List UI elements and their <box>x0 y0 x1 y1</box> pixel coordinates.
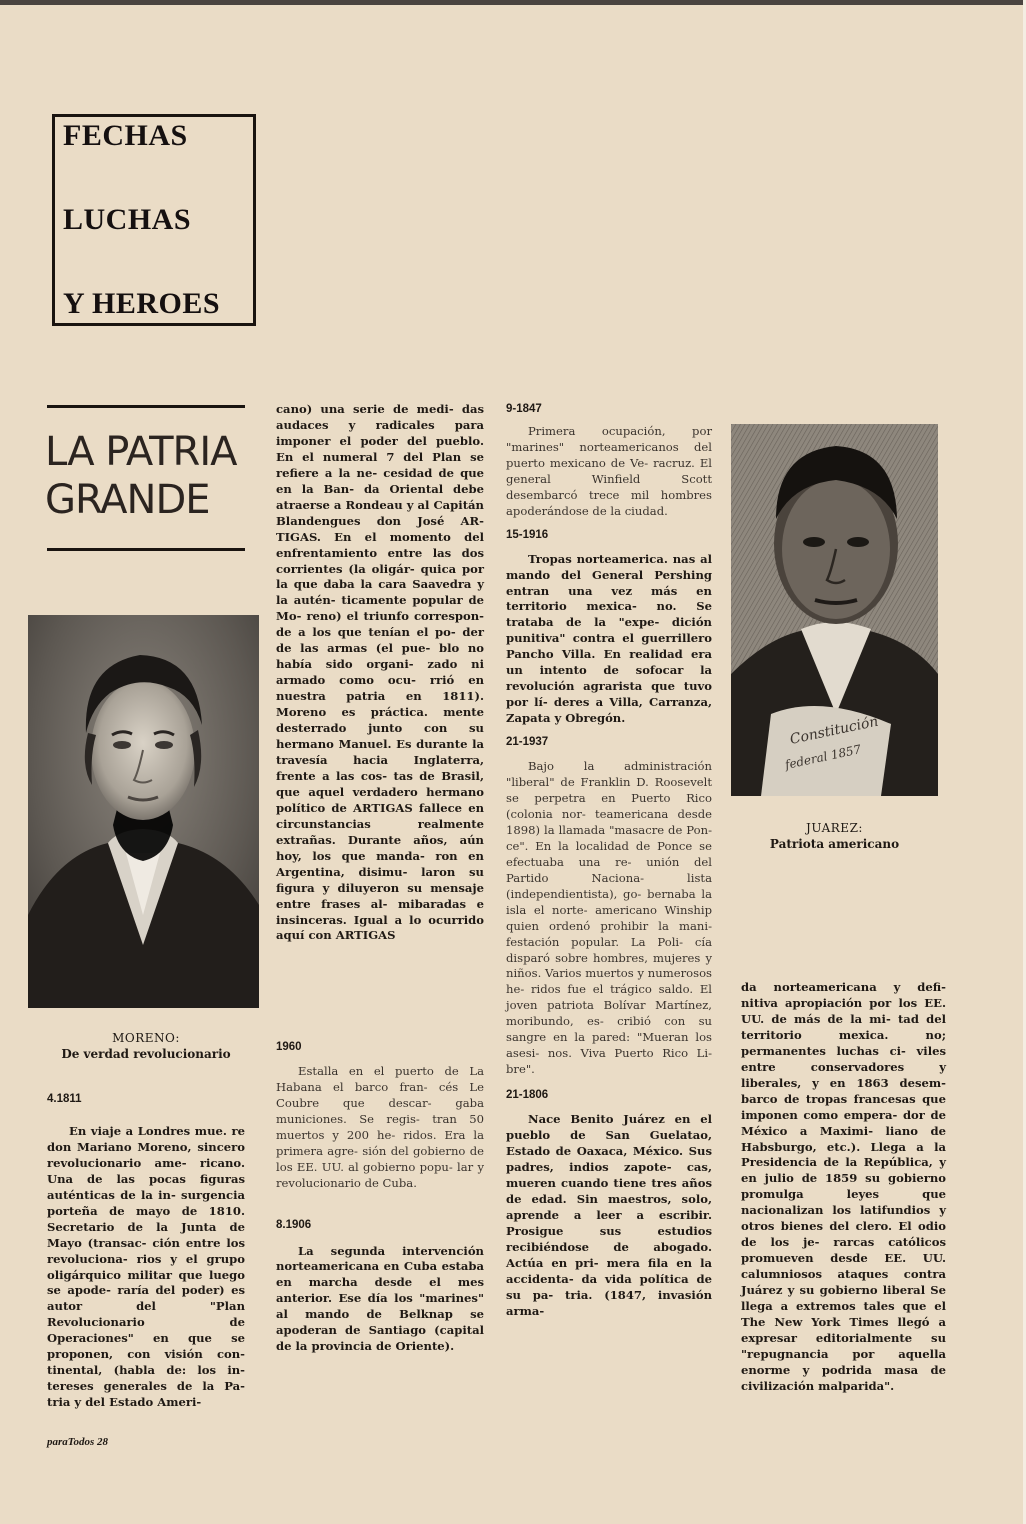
paragraph-veracruz: Primera ocupación, por "marines" norteamericanos del puerto mexicano de Ve- racruz. El general Winfield Scott desembarcó trece mil hombres apoderándose de la ciudad. <box>506 423 712 518</box>
title-box <box>52 114 256 326</box>
date-21-1806: 21-1806 <box>506 1089 549 1102</box>
page-footer: paraTodos 28 <box>47 1436 109 1448</box>
juarez-caption-name: JUAREZ: <box>806 821 863 835</box>
date-4-1811: 4.1811 <box>47 1093 82 1105</box>
juarez-caption-sub: Patriota americano <box>769 837 900 851</box>
paragraph-juarez-continued: da norteamericana y defi- nitiva apropiación por los EE. UU. de más de la mi- tad del territorio mexica. no; permanentes luchas ci- viles entre conservadores y liberales, y en 1863 desem- barco de tropas francesas que imponen como empera- dor de México a Maximi- liano de Habsburgo, etc.). Llega a la Presidencia de la República, y en julio de 1859 su gobierno promulga leyes que nacionalizan los latifundios y otros bienes del clero. El odio de los je- rarcas católicos promueven desde EE. UU. calumniosos ataques contra Juárez y su gobierno liberal Se llega a extremos tales que el The New York Times llegó a expresar editorialmente su "repugnancia por aquella enorme y podrida masa de civilización malparida". <box>741 980 946 1393</box>
moreno-caption-name: MORENO: <box>112 1031 180 1045</box>
svg-text:Constitución: Constitución <box>788 713 880 748</box>
date-8-1906: 8.1906 <box>276 1218 312 1231</box>
section-heading-line-1: LA PATRIA <box>45 429 237 475</box>
top-border <box>0 0 1026 5</box>
column-2 <box>276 402 484 944</box>
column-2-lower <box>276 1040 484 1355</box>
juarez-caption <box>731 820 938 852</box>
column-4 <box>741 980 946 1395</box>
paragraph-pershing: Tropas norteamerica. nas al mando del General Pershing entran una vez más en territorio mexica- no. Se trataba de la "expe- dición punitiva" contra el guerrillero Pancho Villa. En realidad era un intento de sofocar la revolución agrarista que tuvo por lí- deres a Villa, Carranza, Zapata y Obregón. <box>506 551 712 726</box>
paragraph-cuba-1906: La segunda intervención norteamericana en Cuba estaba en marcha desde el mes anterior. Ese día los "marines" al mando de Belknap se apoderan de Santiago (capital de la provincia de Oriente). <box>276 1243 484 1354</box>
title-line-3: Y HEROES <box>63 287 221 320</box>
column-3 <box>506 402 712 1319</box>
section-rule-bottom <box>47 548 245 551</box>
title-line-1: FECHAS <box>63 119 188 152</box>
juarez-portrait <box>731 424 938 796</box>
paragraph-plan: cano) una serie de medi- das audaces y radicales para imponer el poder del pueblo. En el numeral 7 del Plan se refiere a la ne- cesidad de que en la Ban- da Oriental debe atraerse a Rondeau y al Capitán Blandengues don José AR- TIGAS. En el momento del enfrentamiento entre las dos corrientes (la oligár- quica por la que daba la cara Saavedra y la autén- ticamente popular de Mo- reno) el triunfo correspon- de a los que tenían el po- der de las armas (el pue- blo no había sido organi- zado ni armado como ocu- rrió en nuestra patria en 1811). Moreno es práctica. mente desterrado junto con su hermano Manuel. Es durante la travesía hacia Inglaterra, frente a las cos- tas de Brasil, que aquel verdadero hermano político de ARTIGAS fallece en circunstancias realmente extrañas. Durante años, aún hoy, los que manda- ron en Argentina, disimu- laron su figura y diluyeron su mensaje entre frases al- mibaradas e insinceras. Igual a lo ocurrido aquí con ARTIGAS <box>276 402 484 943</box>
moreno-caption-sub: De verdad revolucionario <box>61 1047 231 1061</box>
moreno-portrait <box>28 615 259 1008</box>
date-1960: 1960 <box>276 1041 302 1053</box>
paragraph-juarez-birth: Nace Benito Juárez en el pueblo de San Guelatao, Estado de Oaxaca, México. Sus padres, indios zapote- cas, mueren cuando tiene tres años de edad. Sin maestros, solo, aprende a leer a escribir. Prosigue sus estudios recibiéndose de abogado. Actúa en pri- mera fila en la accidenta- da vida política de su pa- tria. (1847, invasión arma- <box>506 1112 712 1318</box>
title-line-2: LUCHAS <box>63 203 192 236</box>
section-rule-top <box>47 405 245 408</box>
date-21-1937: 21-1937 <box>506 736 549 749</box>
section-heading <box>45 428 255 524</box>
date-15-1916: 15-1916 <box>506 528 549 541</box>
paragraph-le-coubre: Estalla en el puerto de La Habana el barco fran- cés Le Coubre que descar- gaba municiones. Se regis- tran 50 muertos y 200 he- ridos. Era la primera agre- sión del gobierno de los EE. UU. al gobierno popu- lar y revolucionario de Cuba. <box>276 1063 484 1190</box>
date-9-1847: 9-1847 <box>506 403 542 415</box>
paragraph-moreno: En viaje a Londres mue. re don Mariano Moreno, sincero revolucionario ame- ricano. Una de las pocas figuras auténticas de la in- surgencia porteña de mayo de 1810. Secretario de la Junta de Mayo (transac- ción entre los revoluciona- rios y el grupo oligárquico militar que luego se apode- raría del poder) es autor del "Plan Revolucionario de Operaciones" en que se proponen, con visión con- tinental, (habla de: los in- tereses generales de la Pa- tria y del Estado Ameri- <box>47 1123 245 1410</box>
section-heading-line-2: GRANDE <box>45 477 210 523</box>
moreno-caption <box>30 1030 262 1062</box>
column-1 <box>47 1092 245 1411</box>
paragraph-ponce: Bajo la administración "liberal" de Franklin D. Roosevelt se perpetra en Puerto Rico (colonia nor- teamericana desde 1898) la llamada "masacre de Pon- ce". En la localidad de Ponce se efectuaba una re- unión del Partido Naciona- lista (independientista), go- bernaba la isla el norte- americano Winship quien ordenó prohibir la mani- festación popular. La Poli- cía disparó sobre hombres, mujeres y niños. Varios muertos y numerosos he- ridos fue el trágico saldo. El joven patriota Bolívar Martínez, moribundo, es- cribió con su sangre en la pared: "Mueran los asesi- nos. Viva Puerto Rico Li- bre". <box>506 759 712 1077</box>
svg-text:federal 1857: federal 1857 <box>783 742 863 772</box>
